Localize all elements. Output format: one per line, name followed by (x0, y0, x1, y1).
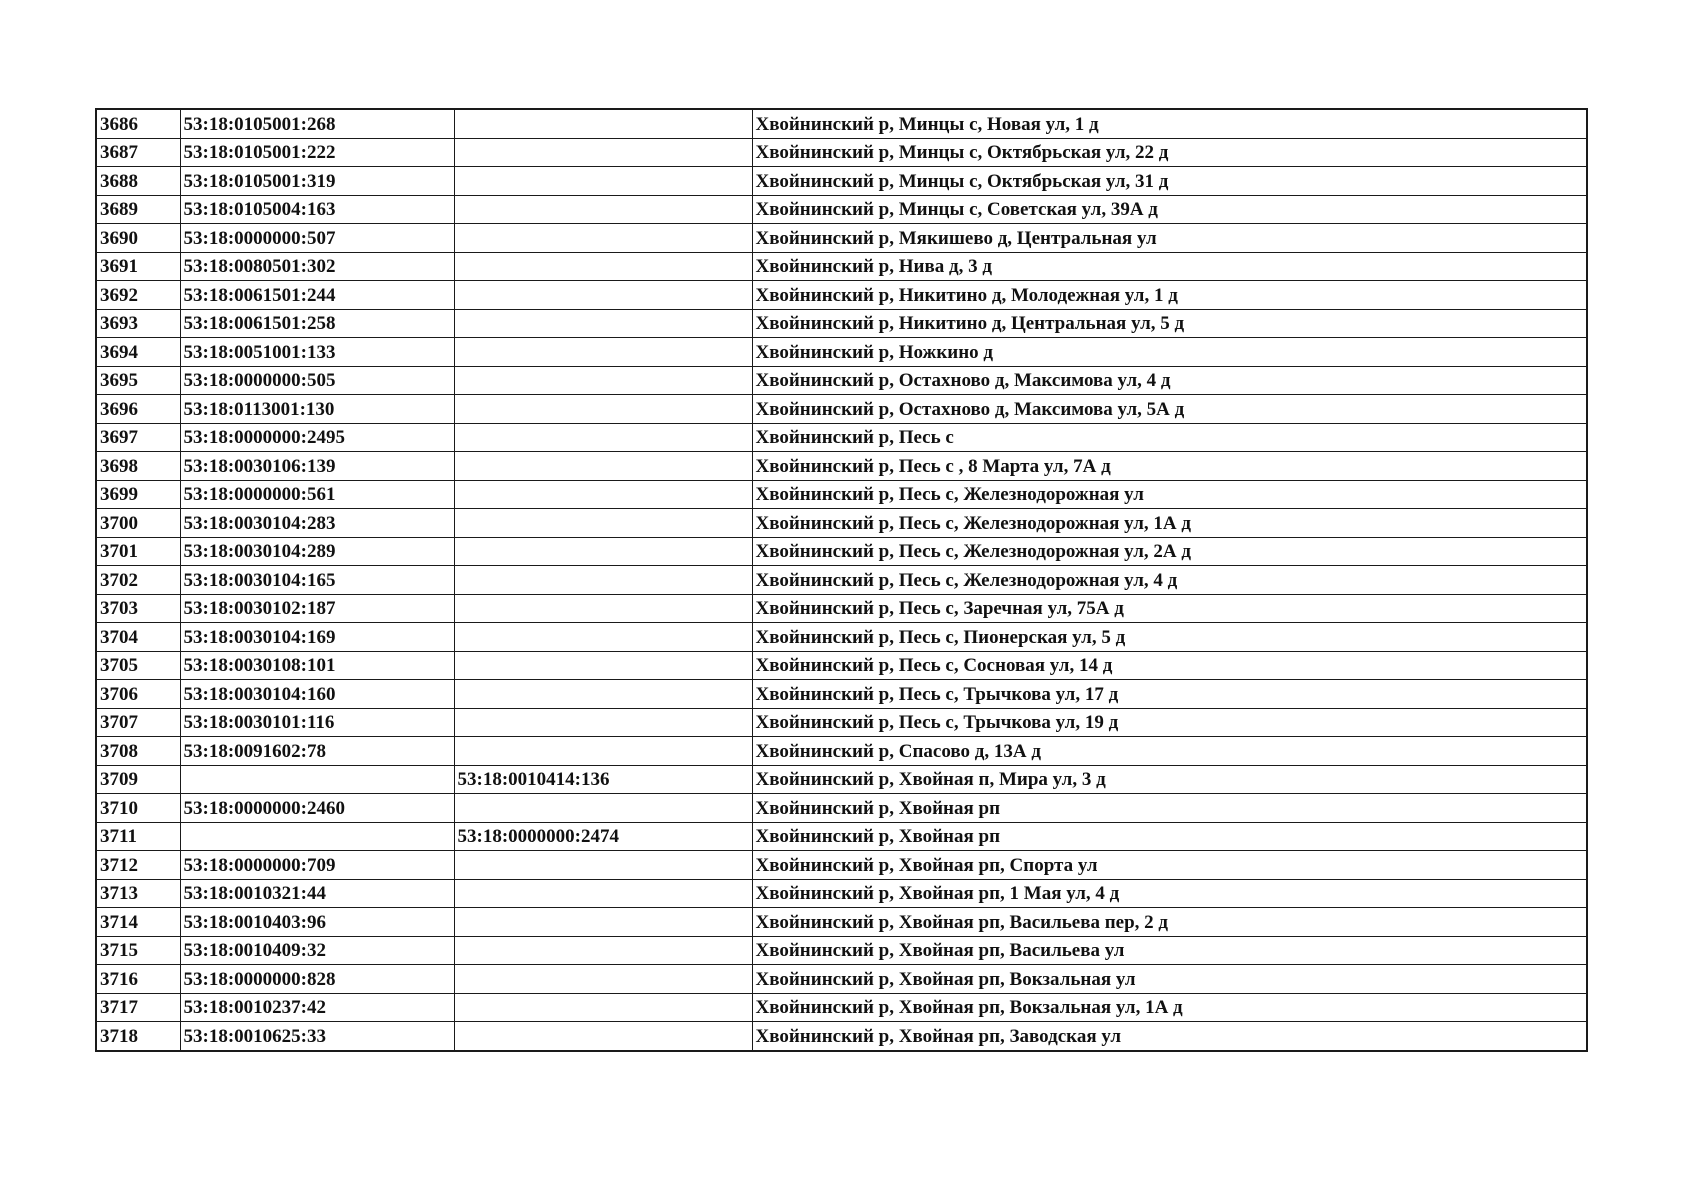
cadastral-number-cell: 53:18:0030101:116 (180, 708, 454, 737)
row-number-cell: 3717 (96, 993, 180, 1022)
address-cell: Хвойнинский р, Хвойная п, Мира ул, 3 д (752, 765, 1587, 794)
table-row (96, 509, 1587, 538)
building-cadastral-number-cell (454, 167, 752, 196)
cadastral-number-cell: 53:18:0080501:302 (180, 252, 454, 281)
building-cadastral-number-cell (454, 680, 752, 709)
cadastral-number-cell: 53:18:0010237:42 (180, 993, 454, 1022)
building-cadastral-number-cell (454, 423, 752, 452)
cadastral-number-cell: 53:18:0061501:244 (180, 281, 454, 310)
row-number-cell: 3693 (96, 309, 180, 338)
cadastral-number-cell: 53:18:0030104:165 (180, 566, 454, 595)
table-row (96, 879, 1587, 908)
building-cadastral-number-cell: 53:18:0010414:136 (454, 765, 752, 794)
cadastral-number-cell: 53:18:0105001:319 (180, 167, 454, 196)
table-row (96, 680, 1587, 709)
building-cadastral-number-cell (454, 794, 752, 823)
address-cell: Хвойнинский р, Хвойная рп, Васильева ул (752, 936, 1587, 965)
building-cadastral-number-cell (454, 395, 752, 424)
cadastral-number-cell: 53:18:0000000:561 (180, 480, 454, 509)
address-cell: Хвойнинский р, Хвойная рп, Васильева пер, 2 д (752, 908, 1587, 937)
row-number-cell: 3711 (96, 822, 180, 851)
row-number-cell: 3713 (96, 879, 180, 908)
address-cell: Хвойнинский р, Хвойная рп, 1 Мая ул, 4 д (752, 879, 1587, 908)
row-number-cell: 3704 (96, 623, 180, 652)
address-cell: Хвойнинский р, Песь с, Пионерская ул, 5 д (752, 623, 1587, 652)
address-cell: Хвойнинский р, Песь с, Железнодорожная ул, 1А д (752, 509, 1587, 538)
building-cadastral-number-cell (454, 138, 752, 167)
building-cadastral-number-cell (454, 936, 752, 965)
table-row (96, 708, 1587, 737)
cadastral-number-cell: 53:18:0000000:2495 (180, 423, 454, 452)
table-row (96, 224, 1587, 253)
building-cadastral-number-cell (454, 195, 752, 224)
row-number-cell: 3716 (96, 965, 180, 994)
table-row (96, 936, 1587, 965)
table-row (96, 395, 1587, 424)
cadastral-number-cell (180, 822, 454, 851)
building-cadastral-number-cell (454, 452, 752, 481)
table-row (96, 252, 1587, 281)
cadastral-number-cell: 53:18:0010409:32 (180, 936, 454, 965)
address-cell: Хвойнинский р, Песь с, Железнодорожная ул (752, 480, 1587, 509)
address-cell: Хвойнинский р, Песь с, Заречная ул, 75А д (752, 594, 1587, 623)
cadastral-number-cell: 53:18:0000000:505 (180, 366, 454, 395)
table-row (96, 794, 1587, 823)
building-cadastral-number-cell (454, 594, 752, 623)
address-cell: Хвойнинский р, Хвойная рп, Спорта ул (752, 851, 1587, 880)
building-cadastral-number-cell (454, 281, 752, 310)
registry-table-body (96, 109, 1587, 1051)
address-cell: Хвойнинский р, Спасово д, 13А д (752, 737, 1587, 766)
address-cell: Хвойнинский р, Минцы с, Новая ул, 1 д (752, 109, 1587, 138)
address-cell: Хвойнинский р, Песь с, Сосновая ул, 14 д (752, 651, 1587, 680)
table-row (96, 138, 1587, 167)
row-number-cell: 3697 (96, 423, 180, 452)
address-cell: Хвойнинский р, Хвойная рп, Заводская ул (752, 1022, 1587, 1051)
building-cadastral-number-cell (454, 566, 752, 595)
table-row (96, 908, 1587, 937)
address-cell: Хвойнинский р, Песь с, Железнодорожная ул, 2А д (752, 537, 1587, 566)
table-row (96, 623, 1587, 652)
address-cell: Хвойнинский р, Минцы с, Октябрьская ул, 31 д (752, 167, 1587, 196)
table-row (96, 965, 1587, 994)
address-cell: Хвойнинский р, Хвойная рп (752, 794, 1587, 823)
cadastral-number-cell: 53:18:0030104:289 (180, 537, 454, 566)
building-cadastral-number-cell (454, 879, 752, 908)
cadastral-number-cell: 53:18:0030104:169 (180, 623, 454, 652)
building-cadastral-number-cell (454, 851, 752, 880)
table-row (96, 338, 1587, 367)
address-cell: Хвойнинский р, Остахново д, Максимова ул, 5А д (752, 395, 1587, 424)
table-row (96, 851, 1587, 880)
cadastral-number-cell: 53:18:0000000:709 (180, 851, 454, 880)
address-cell: Хвойнинский р, Хвойная рп, Вокзальная ул (752, 965, 1587, 994)
row-number-cell: 3688 (96, 167, 180, 196)
address-cell: Хвойнинский р, Хвойная рп, Вокзальная ул, 1А д (752, 993, 1587, 1022)
cadastral-number-cell: 53:18:0061501:258 (180, 309, 454, 338)
building-cadastral-number-cell (454, 1022, 752, 1051)
row-number-cell: 3692 (96, 281, 180, 310)
address-cell: Хвойнинский р, Остахново д, Максимова ул, 4 д (752, 366, 1587, 395)
address-cell: Хвойнинский р, Ножкино д (752, 338, 1587, 367)
address-cell: Хвойнинский р, Хвойная рп (752, 822, 1587, 851)
cadastral-number-cell: 53:18:0030104:283 (180, 509, 454, 538)
cadastral-number-cell: 53:18:0000000:2460 (180, 794, 454, 823)
building-cadastral-number-cell (454, 480, 752, 509)
table-row (96, 309, 1587, 338)
row-number-cell: 3700 (96, 509, 180, 538)
address-cell: Хвойнинский р, Песь с, Железнодорожная ул, 4 д (752, 566, 1587, 595)
row-number-cell: 3691 (96, 252, 180, 281)
row-number-cell: 3689 (96, 195, 180, 224)
row-number-cell: 3715 (96, 936, 180, 965)
address-cell: Хвойнинский р, Никитино д, Молодежная ул, 1 д (752, 281, 1587, 310)
cadastral-number-cell: 53:18:0000000:507 (180, 224, 454, 253)
row-number-cell: 3695 (96, 366, 180, 395)
table-row (96, 195, 1587, 224)
cadastral-number-cell: 53:18:0105001:222 (180, 138, 454, 167)
address-cell: Хвойнинский р, Минцы с, Октябрьская ул, 22 д (752, 138, 1587, 167)
cadastral-number-cell: 53:18:0030108:101 (180, 651, 454, 680)
building-cadastral-number-cell (454, 651, 752, 680)
building-cadastral-number-cell (454, 252, 752, 281)
table-row (96, 537, 1587, 566)
cadastral-number-cell: 53:18:0030106:139 (180, 452, 454, 481)
building-cadastral-number-cell (454, 737, 752, 766)
building-cadastral-number-cell: 53:18:0000000:2474 (454, 822, 752, 851)
row-number-cell: 3687 (96, 138, 180, 167)
row-number-cell: 3706 (96, 680, 180, 709)
table-row (96, 822, 1587, 851)
cadastral-number-cell: 53:18:0030104:160 (180, 680, 454, 709)
table-row (96, 765, 1587, 794)
row-number-cell: 3702 (96, 566, 180, 595)
cadastral-number-cell: 53:18:0051001:133 (180, 338, 454, 367)
row-number-cell: 3690 (96, 224, 180, 253)
row-number-cell: 3708 (96, 737, 180, 766)
table-row (96, 452, 1587, 481)
row-number-cell: 3707 (96, 708, 180, 737)
address-cell: Хвойнинский р, Минцы с, Советская ул, 39А д (752, 195, 1587, 224)
table-row (96, 423, 1587, 452)
cadastral-number-cell: 53:18:0000000:828 (180, 965, 454, 994)
table-row (96, 594, 1587, 623)
building-cadastral-number-cell (454, 366, 752, 395)
building-cadastral-number-cell (454, 338, 752, 367)
cadastral-number-cell: 53:18:0105004:163 (180, 195, 454, 224)
table-row (96, 1022, 1587, 1051)
row-number-cell: 3698 (96, 452, 180, 481)
address-cell: Хвойнинский р, Нива д, 3 д (752, 252, 1587, 281)
building-cadastral-number-cell (454, 623, 752, 652)
row-number-cell: 3712 (96, 851, 180, 880)
table-row (96, 480, 1587, 509)
cadastral-number-cell: 53:18:0113001:130 (180, 395, 454, 424)
cadastral-number-cell: 53:18:0010403:96 (180, 908, 454, 937)
address-cell: Хвойнинский р, Мякишево д, Центральная ул (752, 224, 1587, 253)
address-cell: Хвойнинский р, Песь с, Трычкова ул, 17 д (752, 680, 1587, 709)
cadastral-number-cell: 53:18:0030102:187 (180, 594, 454, 623)
building-cadastral-number-cell (454, 708, 752, 737)
row-number-cell: 3714 (96, 908, 180, 937)
property-registry-table (95, 108, 1588, 1052)
building-cadastral-number-cell (454, 224, 752, 253)
row-number-cell: 3710 (96, 794, 180, 823)
row-number-cell: 3709 (96, 765, 180, 794)
table-row (96, 566, 1587, 595)
row-number-cell: 3686 (96, 109, 180, 138)
table-row (96, 167, 1587, 196)
row-number-cell: 3694 (96, 338, 180, 367)
cadastral-number-cell: 53:18:0010321:44 (180, 879, 454, 908)
building-cadastral-number-cell (454, 309, 752, 338)
table-row (96, 993, 1587, 1022)
table-row (96, 737, 1587, 766)
cadastral-number-cell (180, 765, 454, 794)
address-cell: Хвойнинский р, Никитино д, Центральная ул, 5 д (752, 309, 1587, 338)
building-cadastral-number-cell (454, 993, 752, 1022)
address-cell: Хвойнинский р, Песь с (752, 423, 1587, 452)
row-number-cell: 3701 (96, 537, 180, 566)
building-cadastral-number-cell (454, 965, 752, 994)
cadastral-number-cell: 53:18:0105001:268 (180, 109, 454, 138)
building-cadastral-number-cell (454, 109, 752, 138)
row-number-cell: 3705 (96, 651, 180, 680)
row-number-cell: 3703 (96, 594, 180, 623)
table-row (96, 281, 1587, 310)
building-cadastral-number-cell (454, 509, 752, 538)
row-number-cell: 3699 (96, 480, 180, 509)
table-row (96, 366, 1587, 395)
row-number-cell: 3696 (96, 395, 180, 424)
building-cadastral-number-cell (454, 537, 752, 566)
row-number-cell: 3718 (96, 1022, 180, 1051)
table-row (96, 651, 1587, 680)
address-cell: Хвойнинский р, Песь с , 8 Марта ул, 7А д (752, 452, 1587, 481)
cadastral-number-cell: 53:18:0091602:78 (180, 737, 454, 766)
cadastral-number-cell: 53:18:0010625:33 (180, 1022, 454, 1051)
table-row (96, 109, 1587, 138)
address-cell: Хвойнинский р, Песь с, Трычкова ул, 19 д (752, 708, 1587, 737)
building-cadastral-number-cell (454, 908, 752, 937)
